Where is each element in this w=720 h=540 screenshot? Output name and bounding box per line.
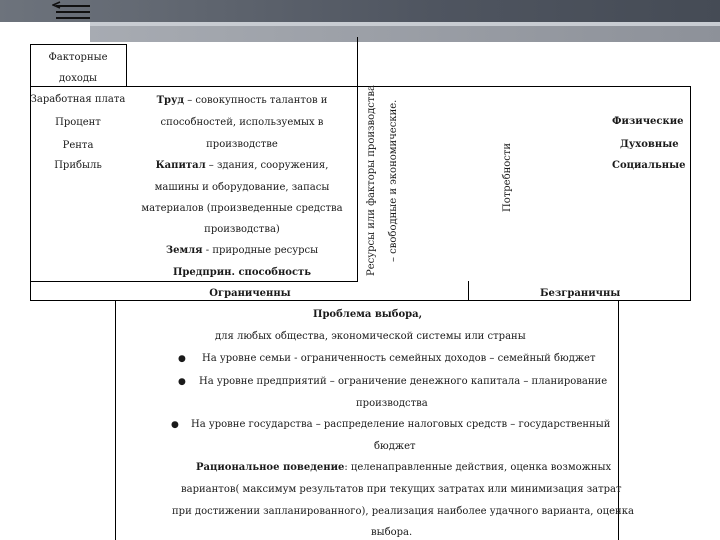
choice-title: Проблема выбора,	[313, 309, 423, 320]
need-spiritual: Духовные	[620, 139, 679, 150]
resource-line: Труд – совокупность талантов и	[156, 95, 328, 106]
rational-behavior-2: вариантов( максимум результатов при текущих затратах или минимизация затрат	[181, 484, 622, 495]
unlimited-label: Безграничны	[540, 288, 621, 299]
income-wages: Заработная плата	[30, 94, 126, 105]
choice-bullet-enterprise-2: производства	[356, 398, 428, 409]
resources-rotated-label-2: – свободные и экономические.	[388, 99, 399, 262]
resources-rotated-label: Ресурсы или факторы производства	[366, 84, 377, 276]
choice-bullet-state: На уровне государства – распределение налоговых средств – государственный	[191, 419, 611, 430]
rational-behavior-4: выбора.	[371, 527, 413, 538]
needs-rotated-label: Потребности	[502, 142, 513, 212]
hamburger-arrow-icon[interactable]	[56, 2, 90, 22]
top-bar	[0, 0, 720, 22]
need-social: Социальные	[612, 160, 686, 171]
factor-income-title-2: доходы	[59, 73, 97, 84]
resource-line: способностей, используемых в	[160, 117, 324, 128]
resource-line: материалов (произведенные средства	[141, 203, 343, 214]
resource-line: Предприн. способность	[172, 267, 312, 278]
choice-bullet-family: На уровне семьи - ограниченность семейных доходов – семейный бюджет	[202, 353, 596, 364]
factor-income-title: Факторные	[48, 52, 108, 63]
resource-line: производства)	[204, 224, 280, 235]
resource-line: производстве	[206, 139, 278, 150]
need-physical: Физические	[612, 116, 684, 127]
resource-line: машины и оборудование, запасы	[154, 182, 330, 193]
resource-line: Капитал – здания, сооружения,	[155, 160, 329, 171]
choice-bullet-state-2: бюджет	[374, 441, 416, 452]
rational-behavior: Рациональное поведение: целенаправленные действия, оценка возможных	[196, 462, 612, 473]
bullet-dot-icon: ●	[178, 354, 186, 364]
limited-label: Ограниченны	[209, 288, 291, 299]
bullet-dot-icon: ●	[171, 420, 179, 430]
choice-bullet-enterprise: На уровне предприятий – ограничение денежного капитала – планирование	[199, 376, 608, 387]
bullet-dot-icon: ●	[178, 377, 186, 387]
choice-subtitle: для любых общества, экономической системы или страны	[215, 331, 526, 342]
resource-line: Земля - природные ресурсы	[165, 245, 319, 256]
income-interest: Процент	[55, 117, 101, 128]
rational-behavior-3: при достижении запланированного), реализация наиболее удачного варианта, оценка	[172, 506, 634, 517]
income-profit: Прибыль	[54, 160, 102, 171]
income-rent: Рента	[62, 140, 94, 151]
